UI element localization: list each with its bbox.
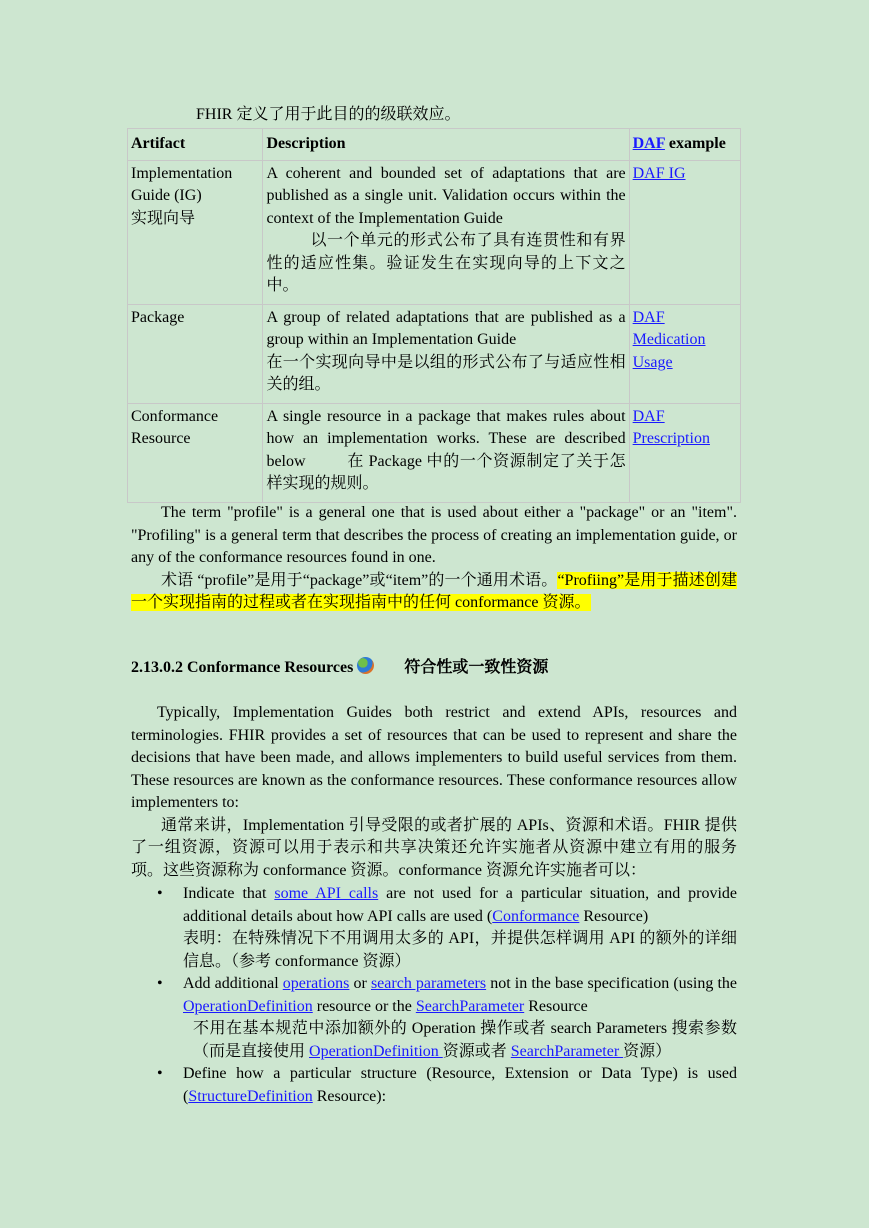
bullet-cn-part: 不用在基本规范中添加额外的 Operation 操作或者 search Parameters 搜索参数（而是直接使用 bbox=[193, 1020, 737, 1060]
description-cell bbox=[263, 160, 629, 304]
bullet-text-cn: 表明：在特殊情况下不用调用太多的 API，并提供怎样调用 API 的额外的详细信息。（参考 conformance 资源） bbox=[183, 930, 737, 970]
typical-paragraph-cn: 通常来讲，Implementation 引导受限的或者扩展的 APIs、资源和术语。FHIR 提供了一组资源，资源可以用于表示和共享决策还允许实施者从资源中建立有用的服务项。这些资源称为 conformance 资源。conformance 资源允许实施者可以： bbox=[131, 816, 737, 879]
description-cell bbox=[263, 304, 629, 403]
description-cell bbox=[263, 403, 629, 502]
operationdefinition-cn-link[interactable]: OperationDefinition bbox=[309, 1042, 443, 1060]
searchparameter-cn-link[interactable]: SearchParameter bbox=[510, 1042, 624, 1060]
table-row bbox=[128, 403, 741, 502]
capability-list bbox=[131, 883, 737, 1108]
operations-link[interactable]: operations bbox=[282, 975, 350, 992]
bullet-icon: • bbox=[157, 1065, 163, 1082]
bullet-text: or bbox=[349, 975, 371, 992]
artifact-cell bbox=[128, 160, 263, 304]
conformance-link[interactable]: Conformance bbox=[492, 907, 580, 925]
typical-paragraph bbox=[131, 702, 737, 882]
operationdefinition-link[interactable]: OperationDefinition bbox=[183, 997, 313, 1015]
bullet-icon: • bbox=[157, 975, 163, 992]
structuredefinition-link[interactable]: StructureDefinition bbox=[188, 1087, 313, 1105]
typical-paragraph-en: Typically, Implementation Guides both restrict and extend APIs, resources and terminologies. FHIR provides a set of resources that can be used to represent and share the decisions that have been made, and allows implementers to build useful services from them. These resources are known as the conformance resources. These conformance resources allow implementers to: bbox=[131, 704, 737, 811]
description-cn: 以一个单元的形式公布了具有连贯性和有界性的适应性集。验证发生在实现向导的上下文之中。 bbox=[266, 232, 626, 294]
artifact-name-cn: 实现向导 bbox=[131, 209, 196, 227]
artifact-cell bbox=[128, 403, 263, 502]
description-cn: 在 Package 中的一个资源制定了关于怎样实现的规则。 bbox=[266, 452, 626, 492]
example-cell bbox=[629, 304, 740, 403]
bullet-icon: • bbox=[157, 885, 163, 902]
artifact-cell bbox=[128, 304, 263, 403]
section-title: 2.13.0.2 Conformance Resources bbox=[131, 659, 354, 676]
section-heading bbox=[131, 657, 737, 680]
example-cell bbox=[629, 403, 740, 502]
table-row bbox=[128, 160, 741, 304]
searchparameter-link[interactable]: SearchParameter bbox=[415, 997, 525, 1015]
bullet-text: Indicate that bbox=[183, 885, 275, 902]
description-en-cn bbox=[266, 406, 625, 496]
profile-paragraph-cn bbox=[131, 570, 737, 615]
bullet-cn-part: 资源或者 bbox=[442, 1042, 511, 1060]
bullet-text: Resource) bbox=[579, 907, 649, 925]
profile-cn-part-a: 术语 “profile”是用于“package”或“item”的一个通用术语。 bbox=[161, 571, 558, 589]
example-link[interactable]: DAF Medication Usage bbox=[632, 308, 706, 371]
header-artifact: Artifact bbox=[128, 129, 263, 161]
description-en: A single resource in a package that makes rules about how an implementation works. These are described below bbox=[266, 407, 626, 470]
header-example bbox=[629, 129, 740, 161]
profile-cn-highlight: “Profiing”是用于描述创建一个实现指南的过程或者在实现指南中的任何 conformance 资源。 bbox=[131, 571, 737, 611]
bullet-text: resource or the bbox=[312, 997, 416, 1015]
list-item bbox=[131, 883, 737, 973]
globe-icon[interactable] bbox=[357, 657, 374, 674]
bullet-text-cn bbox=[183, 1018, 737, 1063]
section-title-cn: 符合性或一致性资源 bbox=[404, 659, 549, 676]
description-en: A coherent and bounded set of adaptations that are published as a single unit. Validation occurs within the context of the Implementation Guide bbox=[266, 164, 626, 227]
bullet-text: Add additional bbox=[183, 975, 283, 992]
header-description: Description bbox=[263, 129, 629, 161]
bullet-text: Resource bbox=[524, 997, 588, 1015]
example-cell bbox=[629, 160, 740, 304]
daf-header-link[interactable]: DAF bbox=[632, 135, 665, 152]
list-item bbox=[131, 1063, 737, 1108]
artifact-name: Package bbox=[131, 308, 185, 326]
bullet-cn-part: 资源） bbox=[623, 1042, 672, 1060]
search-parameters-link[interactable]: search parameters bbox=[370, 975, 487, 992]
bullet-text: Define how a particular structure (Resource, Extension or Data Type) is used ( bbox=[183, 1065, 737, 1105]
artifact-name: Conformance Resource bbox=[131, 407, 219, 447]
artifact-name: Implementation Guide (IG) bbox=[131, 164, 233, 204]
description-cn: 在一个实现向导中是以组的形式公布了与适应性相关的组。 bbox=[266, 353, 626, 393]
bullet-text: not in the base specification (using the bbox=[486, 975, 738, 992]
table-row bbox=[128, 304, 741, 403]
example-link[interactable]: DAF Prescription bbox=[632, 407, 710, 447]
header-example-suffix: example bbox=[664, 135, 726, 152]
list-item bbox=[131, 973, 737, 1063]
description-en: A group of related adaptations that are published as a group within an Implementation Guide bbox=[266, 308, 626, 348]
bullet-text: Resource): bbox=[312, 1087, 387, 1105]
example-link[interactable]: DAF IG bbox=[632, 164, 686, 182]
some-api-calls-link[interactable]: some API calls bbox=[274, 885, 379, 902]
profile-paragraph bbox=[131, 502, 737, 615]
artifact-table bbox=[127, 128, 741, 503]
profile-paragraph-en: The term "profile" is a general one that is used about either a "package" or an "item". "Profiling" is a general term that describes the process of creating an implementation guide, or any of the conformance resources found in one. bbox=[131, 504, 737, 566]
intro-line: FHIR 定义了用于此目的的级联效应。 bbox=[196, 106, 461, 123]
table-header-row bbox=[128, 129, 741, 161]
bullet-text: are not used for a particular situation, and provide additional details about how API calls are used ( bbox=[183, 885, 737, 925]
